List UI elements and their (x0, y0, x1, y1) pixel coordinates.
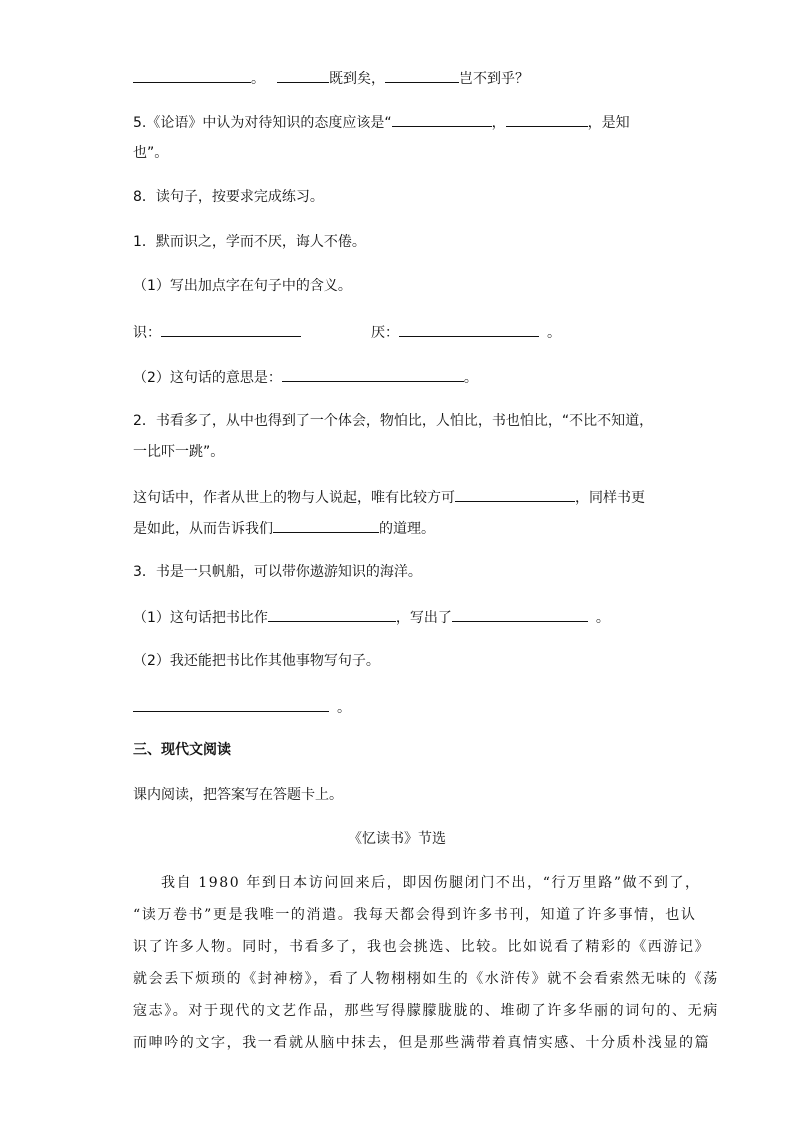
answer-blank[interactable] (133, 696, 329, 712)
passage-line: “读万卷书”更是我唯一的消遣。我每天都会得到许多书刊，知道了许多事情，也认 (133, 907, 697, 923)
sentence-3-answer-line (133, 696, 351, 718)
answer-blank[interactable] (282, 366, 464, 382)
question-8-heading: 8．读句子，按要求完成练习。 (133, 189, 324, 205)
label-yan: 厌： (371, 325, 399, 341)
answer-blank[interactable] (452, 606, 588, 622)
text: 的道理。 (379, 521, 435, 537)
section-3-instruction: 课内阅读，把答案写在答题卡上。 (133, 787, 343, 803)
sentence-1-sub2 (133, 366, 478, 388)
text: 岂不到乎？ (459, 71, 529, 87)
sentence-2-q-line1 (133, 486, 645, 508)
answer-blank[interactable] (385, 67, 459, 83)
sentence-2-q-line2 (133, 517, 435, 539)
sentence-2-line2: 一比吓一跳”。 (133, 444, 225, 460)
passage-line: 识了许多人物。同时，书看多了，我也会挑选、比较。比如说看了精彩的《西游记》 (133, 939, 711, 955)
question-text: （1）这句话把书比作 (133, 610, 268, 626)
label-shi: 识： (133, 325, 161, 341)
passage-line: 而呻吟的文字，我一看就从脑中抹去，但是那些满带着真情实感、十分质朴浅显的篇 (133, 1035, 711, 1051)
sentence-1: 1．默而识之，学而不厌，诲人不倦。 (133, 234, 366, 250)
sentence-3: 3．书是一只帆船，可以带你遨游知识的海洋。 (133, 564, 422, 580)
answer-blank[interactable] (277, 67, 329, 83)
answer-blank[interactable] (455, 486, 575, 502)
answer-blank[interactable] (392, 111, 492, 127)
sentence-2-line1: 2．书看多了，从中也得到了一个体会，物怕比，人怕比，书也怕比，“不比不知道， (133, 413, 654, 429)
text: 既到矣， (329, 71, 385, 87)
text: ， (491, 115, 506, 131)
sentence-3-sub2: （2）我还能把书比作其他事物写句子。 (133, 653, 380, 669)
question-text: 5.《论语》中认为对待知识的态度应该是“ (133, 115, 392, 131)
answer-blank[interactable] (273, 517, 379, 533)
question-text: （2）这句话的意思是： (133, 370, 282, 386)
answer-blank[interactable] (161, 321, 301, 337)
text: 。 (337, 700, 351, 716)
question-5 (133, 111, 630, 133)
sentence-1-meaning-line (133, 321, 561, 343)
question-text: 是如此，从而告诉我们 (133, 521, 273, 537)
passage-line: 就会丢下烦琐的《封神榜》，看了人物栩栩如生的《水浒传》就不会看索然无味的《荡 (133, 971, 719, 987)
sentence-1-sub1: （1）写出加点字在句子中的含义。 (133, 278, 352, 294)
answer-blank[interactable] (268, 606, 396, 622)
text: 。 (547, 325, 561, 341)
passage-title: 《忆读书》节选 (348, 831, 446, 847)
text: 。 (463, 370, 478, 386)
text: 。 (595, 610, 610, 626)
text: ，写出了 (395, 610, 452, 626)
answer-blank[interactable] (399, 321, 539, 337)
passage-line: 寇志》。对于现代的文艺作品，那些写得朦朦胧胧的、堆砌了许多华丽的词句的、无病 (133, 1003, 719, 1019)
question-text: 这句话中，作者从世上的物与人说起，唯有比较方可 (133, 490, 455, 506)
text: ，同样书更 (575, 490, 645, 506)
poem-fill-line (133, 67, 529, 89)
sentence-3-sub1 (133, 606, 610, 628)
text: ，是知 (587, 115, 630, 131)
passage-line: 我自 1980 年到日本访问回来后，即因伤腿闭门不出，“行万里路”做不到了， (161, 875, 701, 891)
answer-blank[interactable] (133, 67, 251, 83)
section-3-heading: 三、现代文阅读 (133, 742, 231, 758)
text: 。 (251, 71, 265, 87)
answer-blank[interactable] (506, 111, 588, 127)
question-5-cont: 也”。 (133, 145, 169, 161)
